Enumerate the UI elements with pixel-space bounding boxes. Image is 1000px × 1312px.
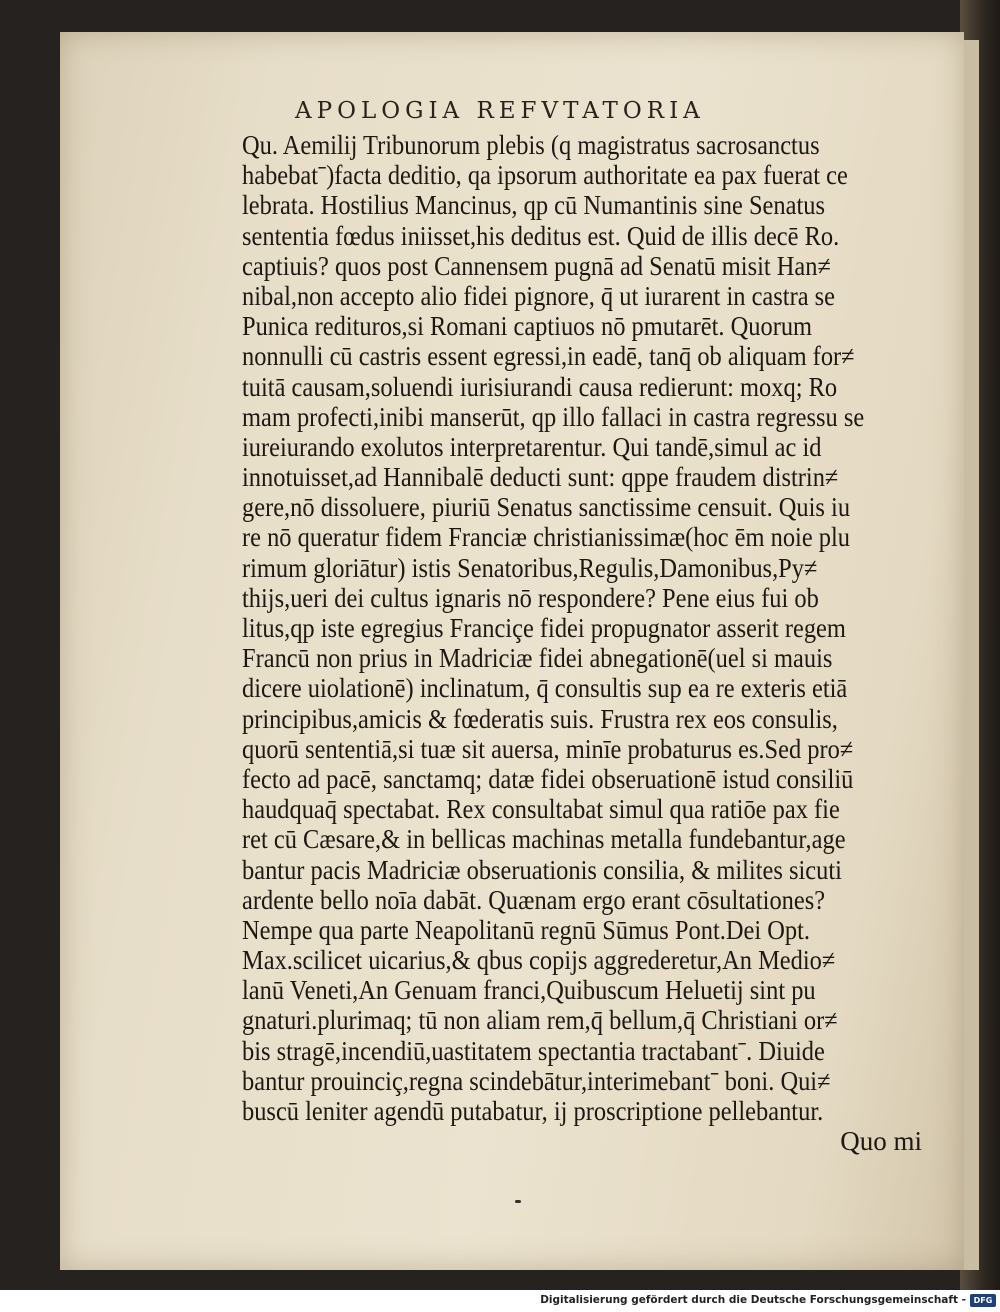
text-line: iureiurando exolutos interpretarentur. Qui tandē,simul ac id bbox=[242, 431, 822, 462]
text-line: haudquaq̄ spectabat. Rex consultabat simul qua ratiōe pax fie bbox=[242, 794, 840, 825]
text-line: fecto ad pacē, sanctamq; datæ fidei obseruationē istud consiliū bbox=[242, 763, 854, 794]
text-line: gere,nō dissoluere, piuriū Senatus sanctissime censuit. Quis iu bbox=[242, 492, 851, 523]
text-line: bantur prouinciç,regna scindebātur,interimebantˉ boni. Qui≠ bbox=[242, 1065, 831, 1096]
text-line: Francū non prius in Madriciæ fidei abnegationē(uel si mauis bbox=[242, 643, 833, 674]
dfg-logo-icon[interactable]: DFG bbox=[970, 1294, 996, 1307]
text-line: bis stragē,incendiū,uastitatem spectantia tractabantˉ. Diuide bbox=[242, 1035, 825, 1066]
funding-notice: Digitalisierung gefördert durch die Deutsche Forschungsgemeinschaft - bbox=[540, 1294, 966, 1306]
text-line: rimum gloriātur) istis Senatoribus,Regulis,Damonibus,Py≠ bbox=[242, 552, 818, 583]
text-line: captiuis? quos post Cannensem pugnā ad Senatū misit Han≠ bbox=[242, 250, 831, 281]
text-line: mam profecti,inibi manserūt, qp illo fallaci in castra regressu se bbox=[242, 401, 865, 432]
text-line: dicere uiolationē) inclinatum, q̄ consultis sup ea re exteris etiā bbox=[242, 673, 848, 704]
text-line: Nempe qua parte Neapolitanū regnū Sūmus Pont.Dei Opt. bbox=[242, 914, 811, 945]
text-line: re nō queratur fidem Franciæ christianissimæ(hoc ēm noie plu bbox=[242, 522, 851, 553]
text-line: litus,qp iste egregius Franciçe fidei propugnator asserit regem bbox=[242, 613, 846, 643]
text-line: innotuisset,ad Hannibalē deducti sunt: qppe fraudem distrin≠ bbox=[242, 462, 839, 493]
text-line: Max.scilicet uicarius,& qbus copijs aggrederetur,An Medio≠ bbox=[242, 945, 836, 976]
catchword: Quo mi bbox=[840, 1126, 922, 1157]
footer-bar bbox=[0, 1290, 1000, 1312]
text-line: Qu. Aemilij Tribunorum plebis (q magistratus sacrosanctus bbox=[242, 130, 820, 160]
text-line: tuitā causam,soluendi iurisiurandi causa redierunt: moxq; Ro bbox=[242, 371, 838, 402]
text-line: thijs,ueri dei cultus ignaris nō respondere? Pene eius fui ob bbox=[242, 582, 819, 613]
text-line: lanū Veneti,An Genuam franci,Quibuscum Heluetij sint pu bbox=[242, 975, 816, 1006]
text-line: sententia fœdus iniisset,his deditus est. Quid de illis decē Ro. bbox=[242, 220, 840, 251]
page-text bbox=[242, 130, 932, 1156]
text-line: habebatˉ)facta deditio, qa ipsorum authoritate ea pax fuerat ce bbox=[242, 160, 848, 191]
text-line: lebrata. Hostilius Mancinus, qp cū Numantinis sine Senatus bbox=[242, 190, 825, 221]
running-head: APOLOGIA REFVTATORIA bbox=[295, 98, 705, 124]
text-line: principibus,amicis & fœderatis suis. Frustra rex eos consulis, bbox=[242, 703, 838, 734]
text-line: nibal,non accepto alio fidei pignore, q̄ ut iurarent in castra se bbox=[242, 280, 836, 311]
ink-mark bbox=[515, 1200, 521, 1203]
text-line: bantur pacis Madriciæ obseruationis consilia, & milites sicuti bbox=[242, 854, 842, 885]
text-line: Punica redituros,si Romani captiuos nō pmutarēt. Quorum bbox=[242, 311, 813, 342]
text-line: ardente bello noīa dabāt. Quænam ergo erant cōsultationes? bbox=[242, 884, 826, 915]
text-line: buscū leniter agendū putabatur, ij proscriptione pellebantur. bbox=[242, 1096, 824, 1126]
text-line: quorū sententiā,si tuæ sit auersa, minīe probaturus es.Sed pro≠ bbox=[242, 733, 854, 764]
text-line: gnaturi.plurimaq; tū non aliam rem,q̄ bellum,q̄ Christiani or≠ bbox=[242, 1005, 838, 1036]
text-line: ret cū Cæsare,& in bellicas machinas metalla fundebantur,age bbox=[242, 824, 846, 855]
text-line: nonnulli cū castris essent egressi,in eadē, tanq̄ ob aliquam for≠ bbox=[242, 341, 855, 372]
